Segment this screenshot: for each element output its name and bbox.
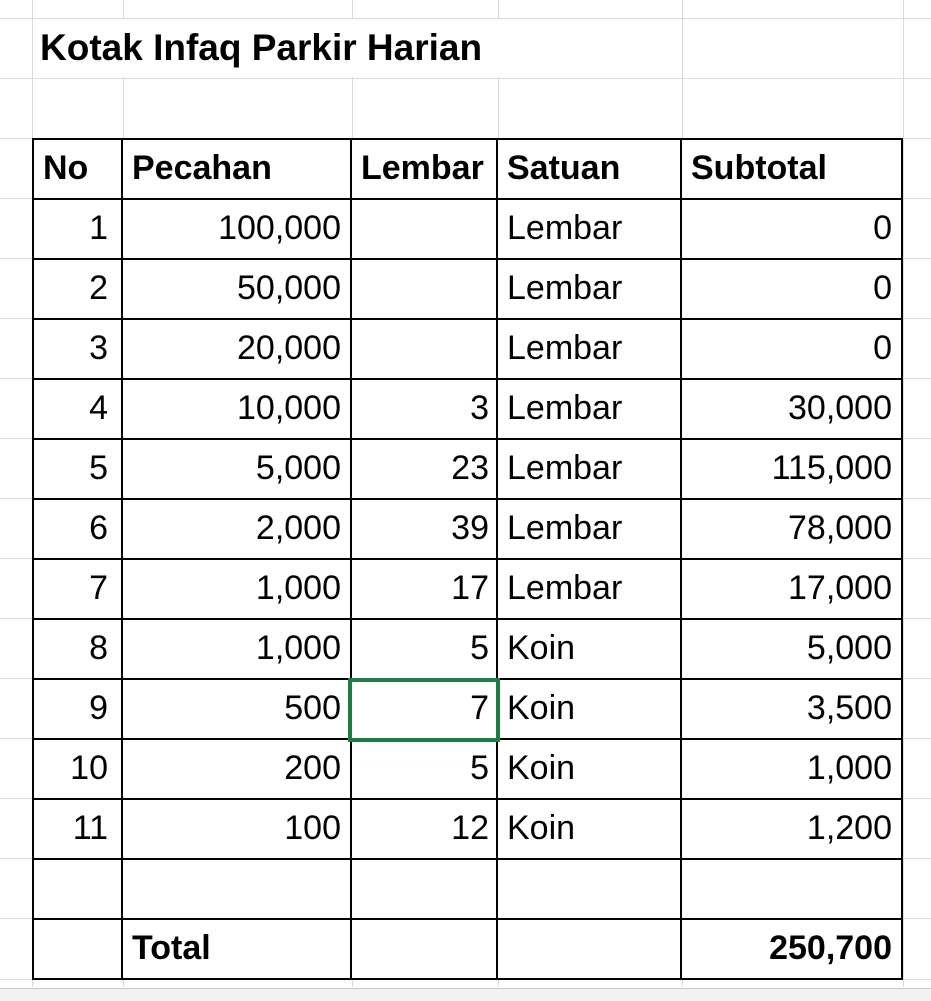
next-row-band <box>0 988 931 1001</box>
cell-satuan[interactable]: Lembar <box>498 320 682 380</box>
cell-pecahan[interactable]: 50,000 <box>123 260 352 320</box>
cell-pecahan[interactable]: 20,000 <box>123 320 352 380</box>
cell-subtotal[interactable]: 1,200 <box>682 800 901 860</box>
selected-cell[interactable]: 7 <box>352 680 498 740</box>
cell-subtotal[interactable]: 115,000 <box>682 440 901 500</box>
cell-subtotal[interactable]: 1,000 <box>682 740 901 800</box>
table-empty-row <box>34 860 901 920</box>
cell-lembar[interactable]: 17 <box>352 560 498 620</box>
cell-empty[interactable] <box>682 860 901 920</box>
cell-subtotal[interactable]: 3,500 <box>682 680 901 740</box>
cell-lembar[interactable] <box>352 200 498 260</box>
cell-pecahan[interactable]: 1,000 <box>123 620 352 680</box>
cell-satuan[interactable]: Lembar <box>498 440 682 500</box>
cell-satuan[interactable]: Lembar <box>498 500 682 560</box>
cell-empty[interactable] <box>352 860 498 920</box>
header-subtotal[interactable]: Subtotal <box>682 140 901 200</box>
cell-pecahan[interactable]: 10,000 <box>123 380 352 440</box>
table-row <box>34 800 901 860</box>
cell-lembar[interactable]: 39 <box>352 500 498 560</box>
cell-pecahan[interactable]: 200 <box>123 740 352 800</box>
cell-subtotal[interactable]: 30,000 <box>682 380 901 440</box>
cell-lembar[interactable]: 23 <box>352 440 498 500</box>
cell-satuan[interactable]: Koin <box>498 740 682 800</box>
cell-empty[interactable] <box>34 860 123 920</box>
table-row <box>34 200 901 260</box>
cell-empty[interactable] <box>498 860 682 920</box>
header-no[interactable]: No <box>34 140 123 200</box>
header-pecahan[interactable]: Pecahan <box>123 140 352 200</box>
cell-no[interactable]: 4 <box>34 380 123 440</box>
table-header-row <box>34 140 901 200</box>
table-row <box>34 680 901 740</box>
table-row <box>34 500 901 560</box>
cell-no[interactable]: 2 <box>34 260 123 320</box>
table-total-row <box>34 920 901 978</box>
cell-empty[interactable] <box>34 920 123 978</box>
cell-lembar[interactable]: 5 <box>352 740 498 800</box>
table-row <box>34 740 901 800</box>
cell-subtotal[interactable]: 78,000 <box>682 500 901 560</box>
gridline <box>903 0 904 987</box>
cell-lembar[interactable]: 3 <box>352 380 498 440</box>
cell-no[interactable]: 8 <box>34 620 123 680</box>
gridline <box>0 78 931 79</box>
header-lembar[interactable]: Lembar <box>352 140 498 200</box>
cell-no[interactable]: 10 <box>34 740 123 800</box>
cell-lembar[interactable] <box>352 320 498 380</box>
cell-satuan[interactable]: Koin <box>498 680 682 740</box>
cell-lembar[interactable]: 12 <box>352 800 498 860</box>
total-label[interactable]: Total <box>123 920 352 978</box>
cell-subtotal[interactable]: 0 <box>682 200 901 260</box>
cell-no[interactable]: 3 <box>34 320 123 380</box>
cell-satuan[interactable]: Lembar <box>498 200 682 260</box>
table-row <box>34 560 901 620</box>
sheet-title-cell[interactable]: Kotak Infaq Parkir Harian <box>33 19 504 77</box>
cell-no[interactable]: 1 <box>34 200 123 260</box>
cell-satuan[interactable]: Lembar <box>498 260 682 320</box>
cell-pecahan[interactable]: 100,000 <box>123 200 352 260</box>
cell-subtotal[interactable]: 0 <box>682 320 901 380</box>
cell-satuan[interactable]: Koin <box>498 800 682 860</box>
cell-pecahan[interactable]: 100 <box>123 800 352 860</box>
cell-lembar[interactable]: 5 <box>352 620 498 680</box>
cell-empty[interactable] <box>352 920 498 978</box>
data-table <box>32 138 903 980</box>
cell-no[interactable]: 9 <box>34 680 123 740</box>
cell-pecahan[interactable]: 5,000 <box>123 440 352 500</box>
table-row <box>34 440 901 500</box>
cell-subtotal[interactable]: 0 <box>682 260 901 320</box>
cell-pecahan[interactable]: 500 <box>123 680 352 740</box>
cell-pecahan[interactable]: 2,000 <box>123 500 352 560</box>
cell-no[interactable]: 11 <box>34 800 123 860</box>
cell-empty[interactable] <box>123 860 352 920</box>
cell-no[interactable]: 5 <box>34 440 123 500</box>
cell-satuan[interactable]: Lembar <box>498 380 682 440</box>
table-row <box>34 320 901 380</box>
cell-lembar[interactable] <box>352 260 498 320</box>
cell-pecahan[interactable]: 1,000 <box>123 560 352 620</box>
table-row <box>34 380 901 440</box>
cell-satuan[interactable]: Koin <box>498 620 682 680</box>
cell-satuan[interactable]: Lembar <box>498 560 682 620</box>
header-satuan[interactable]: Satuan <box>498 140 682 200</box>
cell-empty[interactable] <box>498 920 682 978</box>
table-row <box>34 260 901 320</box>
cell-no[interactable]: 7 <box>34 560 123 620</box>
total-value[interactable]: 250,700 <box>769 929 892 967</box>
table-row <box>34 620 901 680</box>
cell-no[interactable]: 6 <box>34 500 123 560</box>
cell-subtotal[interactable]: 17,000 <box>682 560 901 620</box>
cell-subtotal[interactable]: 5,000 <box>682 620 901 680</box>
